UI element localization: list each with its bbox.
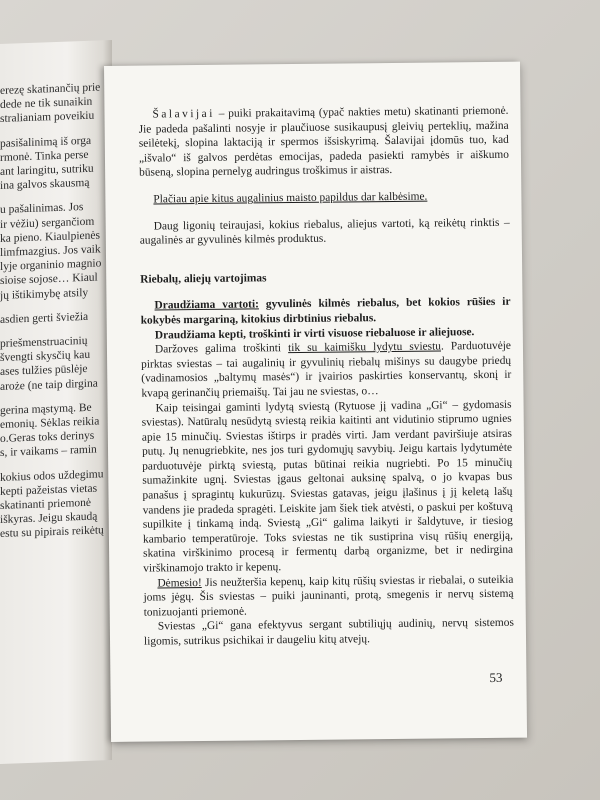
term-salavijai: Šalavijai — [152, 107, 215, 121]
vegetables-underline: tik su kaimišku lydytu sviestu — [288, 340, 442, 355]
left-page-line: rmonė. Tinka perse — [0, 148, 89, 164]
left-page-line: priešmenstruacinių — [0, 334, 88, 351]
paragraph-forbidden-use — [140, 295, 510, 328]
left-page-line: erezę skatinančių prie — [0, 81, 101, 97]
page-number: 53 — [489, 669, 503, 685]
left-page-line: o.Geras toks derinys — [0, 429, 95, 446]
left-page-line: emonių. Sėklas reikia — [0, 415, 100, 432]
left-page-line: dede ne tik sunaikin — [0, 95, 93, 112]
left-page-line: s, ir vaikams – ramin — [0, 444, 97, 460]
left-page-text — [0, 80, 112, 542]
paragraph-salavijai-text: – puiki prakaitavimą (ypač nakties metu) skatinanti priemonė. Jie padeda pašalinti nosyje ir plaučiuose susikaupusį gleivių perteklių, mažina seilėtekį, slopina laktaciją ir spermos išsiskyrimą. Šalavijai įdomūs tuo, kad „išvalo“ iš galvos perdėtas emocijas, padeda pasiekti ramybės ir aiškumo būseną, slopina pernelyg audringus troškimus ir aistras. — [138, 104, 510, 180]
left-page-line: kokius odos uždegimu — [0, 468, 104, 484]
left-page-line: ka pieno. Kiaulpienės — [0, 229, 100, 245]
forbidden-label: Draudžiama vartoti: — [154, 298, 259, 312]
paragraph-forbidden-cooking: Draudžiama kepti, troškinti ir virti visuose riebaluose ir aliejuose. — [154, 325, 475, 342]
left-page-line: asdien gerti šviežia — [0, 310, 89, 326]
section-heading: Riebalų, aliejų vartojimas — [140, 272, 267, 286]
paragraph-attention — [143, 572, 513, 620]
left-page-line: limfmazgius. Jos vaik — [0, 243, 101, 259]
left-page — [0, 40, 112, 764]
left-page-line: sioise sojose… Kiaul — [0, 271, 98, 288]
left-page-line: ina galvos skausmą — [0, 177, 90, 193]
paragraph-vegetables — [141, 339, 512, 401]
vegetables-text-a: Daržoves galima troškinti — [154, 342, 289, 356]
left-page-line: u pašalinimas. Jos — [0, 201, 84, 217]
left-page-line: švengti skysčių kau — [0, 349, 91, 365]
left-page-line: estu su pipirais reikėtų — [0, 524, 104, 541]
left-page-line: jų ištikimybę atsily — [0, 286, 89, 302]
right-page — [104, 62, 527, 742]
paragraph-ghee-effect: Sviestas „Gi“ gana efektyvus sergant subtiliųjų audinių, nervų sistemos ligomis, sutrikus psichikai ir daugeliu kitų atvejų. — [143, 617, 514, 648]
left-page-line: ases tulžies pūslėje — [0, 363, 88, 379]
supplements-note-text: Plačiau apie kitus augalinius maisto papildus dar kalbėsime. — [153, 190, 428, 206]
left-page-line: stralianiam poveikiu — [0, 110, 95, 126]
left-page-line: kepti pažeistas vietas — [0, 482, 98, 498]
forbidden-text: gyvulinės kilmės riebalus, bet kokios rūšies ir kokybės margariną, kitokius dirbtinius riebalus. — [140, 296, 511, 327]
vegetables-text-b: . Parduotuvėje pirktas sviestas – tai augalinių ir gyvulinių riebalų mišinys su daugybe priedų (vadinamosios „baltymų masės“) ir įvairios paskirties konservantų, skonį ir kvapą gerinančių priemaišų. Tai jau ne sviestas, o… — [141, 339, 512, 400]
paragraph-ghee-recipe: Kaip teisingai gaminti lydytą sviestą (Rytuose jį vadina „Gi“ – gydomasis sviestas). Natūralų nesūdytą sviestą reikia kaitinti ant vidutinio stiprumo ugnies apie 15 minučių. Sviestas ištirps ir pradės virti. Jam verdant paviršiuje atsiras putų. Jų nenugriebkite, nes jos turi gydomųjų savybių. Jeigu kartais lydytumėte parduotuvėje pirktą sviestą, putas būtinai reikia nugriebti. Po 15 minučių sumažinkite ugnį. Sviestas įgaus geltonai auksinę spalvą, o jo kvapas bus panašus į spragintų kukurūzų. Sviestas gatavas, jeigu įlašinus į jį keletą lašų vandens jie pradeda spragėti. Leiskite jam šiek tiek atvėsti, o paskui per koštuvą supilkite į tinkamą indą. Sviestą „Gi“ galima laikyti ir šaldytuve, ir tiesiog kambario temperatūroje. Toks sviestas ne tik sustiprina visų rūšių energiją, skatina virškinimo procesą ir fermentų darbą organizme, bet ir nedirgina virškinamojo trakto ir kepenų. — [141, 398, 514, 575]
paragraph-patients-question: Daug ligonių teiraujasi, kokius riebalus, aliejus vartoti, ką reikėtų rinktis – augalinės ar gyvulinės kilmės produktus. — [139, 216, 510, 247]
page-content — [138, 104, 514, 649]
left-page-line: pasišalinimą iš orga — [0, 134, 92, 150]
attention-label: Dėmesio! — [157, 576, 202, 590]
paragraph-salavijai — [138, 104, 509, 181]
attention-text: Jis neužteršia kepenų, kaip kitų rūšių sviestas ir riebalai, o suteikia joms jėgų. Šis sviestas – puiki jauninanti, protą, smegenis ir nervų sistemą tonizuojanti priemonė. — [143, 573, 514, 619]
left-page-line: iškyras. Jeigu skaudą — [0, 510, 98, 527]
left-page-line: aroże (ne taip dirgina — [0, 377, 98, 393]
left-page-line: ir vėžiu) sergančiom — [0, 215, 95, 231]
left-page-line: gerina mąstymą. Be — [0, 401, 92, 417]
left-page-line: ant laringitu, sutriku — [0, 162, 94, 178]
left-page-line: skatinanti priemonė — [0, 496, 92, 513]
left-page-line: lyje organinio magnio — [0, 257, 102, 274]
